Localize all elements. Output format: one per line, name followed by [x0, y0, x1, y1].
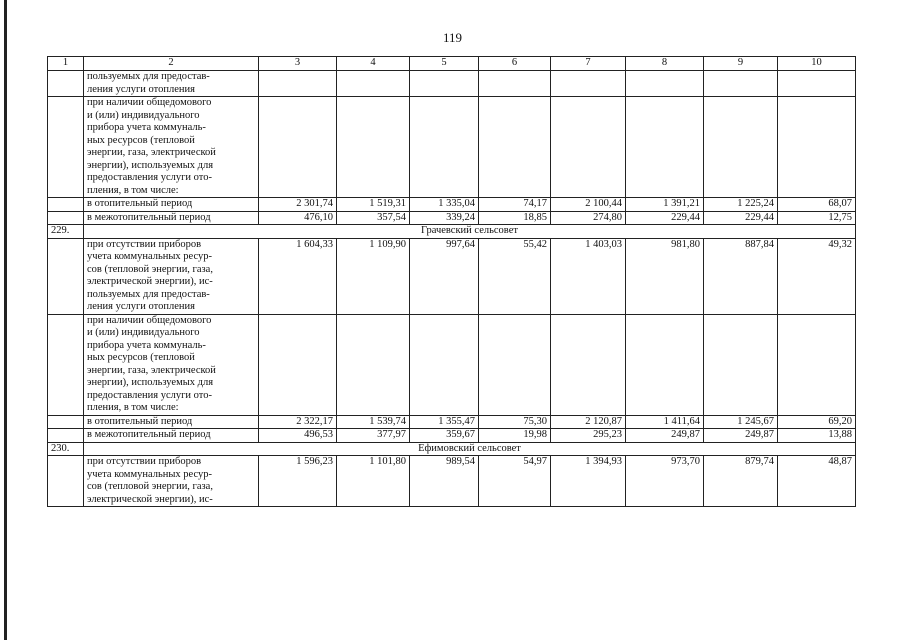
table-row [48, 211, 856, 225]
description-line: ления услуги отопления [87, 83, 195, 95]
description-line: электрической энергии), ис- [87, 493, 213, 505]
value-cell-col-6: 55,42 [479, 238, 551, 314]
description-line: пления, в том числе: [87, 184, 179, 196]
description-line: учета коммунальных ресур- [87, 468, 212, 480]
value-cell-col-8 [626, 314, 704, 415]
row-description [84, 456, 259, 507]
value-cell-col-8: 1 391,21 [626, 198, 704, 212]
description-line: сов (тепловой энергии, газа, [87, 263, 213, 275]
value-cell-col-10: 49,32 [778, 238, 856, 314]
column-number: 1 [48, 57, 84, 71]
column-number: 4 [337, 57, 410, 71]
value-cell-col-9 [704, 97, 778, 198]
value-cell-col-4 [337, 71, 410, 97]
value-cell-col-6 [479, 97, 551, 198]
value-cell-col-6: 18,85 [479, 211, 551, 225]
section-number: 230. [48, 442, 84, 456]
value-cell-col-8: 229,44 [626, 211, 704, 225]
section-header-row [48, 225, 856, 239]
description-line: предоставления услуги ото- [87, 172, 212, 183]
value-cell-col-10: 13,88 [778, 429, 856, 443]
column-number: 9 [704, 57, 778, 71]
description-line: учета коммунальных ресур- [87, 251, 212, 262]
column-number: 5 [410, 57, 479, 71]
value-cell-col-3: 496,53 [259, 429, 337, 443]
value-cell-col-6: 19,98 [479, 429, 551, 443]
section-header-row [48, 442, 856, 456]
value-cell-col-8 [626, 71, 704, 97]
value-cell-col-7: 1 394,93 [551, 456, 626, 507]
row-description [84, 97, 259, 198]
description-line: энергии, газа, электрической [87, 364, 216, 376]
column-number: 6 [479, 57, 551, 71]
row-number-cell [48, 198, 84, 212]
value-cell-col-4: 1 109,90 [337, 238, 410, 314]
value-cell-col-4 [337, 314, 410, 415]
row-description [84, 238, 259, 314]
description-line: ных ресурсов (тепловой [87, 134, 195, 146]
column-number-row [48, 57, 856, 71]
table-row [48, 314, 856, 415]
description-line: прибора учета коммуналь- [87, 122, 206, 133]
value-cell-col-9: 1 245,67 [704, 415, 778, 429]
column-number: 2 [84, 57, 259, 71]
value-cell-col-5: 1 355,47 [410, 415, 479, 429]
description-line: энергии, газа, электрической [87, 147, 216, 158]
row-number-cell [48, 314, 84, 415]
section-title: Ефимовский сельсовет [84, 442, 856, 456]
value-cell-col-5: 997,64 [410, 238, 479, 314]
value-cell-col-4: 1 101,80 [337, 456, 410, 507]
value-cell-col-4 [337, 97, 410, 198]
page-number: 119 [442, 30, 463, 45]
row-number-cell [48, 429, 84, 443]
value-cell-col-5: 989,54 [410, 456, 479, 507]
value-cell-col-5: 339,24 [410, 211, 479, 225]
value-cell-col-10 [778, 71, 856, 97]
value-cell-col-3: 1 596,23 [259, 456, 337, 507]
row-number-cell [48, 456, 84, 507]
row-description: в отопительный период [84, 198, 259, 212]
value-cell-col-10: 12,75 [778, 211, 856, 225]
tariff-table [47, 56, 856, 507]
table-row [48, 97, 856, 198]
table-row [48, 415, 856, 429]
value-cell-col-6: 54,97 [479, 456, 551, 507]
value-cell-col-5 [410, 97, 479, 198]
description-line: энергии), используемых для [87, 159, 214, 171]
value-cell-col-7: 2 100,44 [551, 198, 626, 212]
value-cell-col-9 [704, 71, 778, 97]
section-number: 229. [48, 225, 84, 239]
row-description: в межотопительный период [84, 211, 259, 225]
value-cell-col-10: 48,87 [778, 456, 856, 507]
section-title: Грачевский сельсовет [84, 225, 856, 239]
value-cell-col-3 [259, 314, 337, 415]
value-cell-col-7: 274,80 [551, 211, 626, 225]
description-line: предоставления услуги ото- [87, 389, 212, 401]
value-cell-col-5: 1 335,04 [410, 198, 479, 212]
value-cell-col-10 [778, 314, 856, 415]
value-cell-col-8: 973,70 [626, 456, 704, 507]
value-cell-col-5: 359,67 [410, 429, 479, 443]
value-cell-col-8 [626, 97, 704, 198]
value-cell-col-6 [479, 314, 551, 415]
description-line: и (или) индивидуального [87, 109, 200, 121]
value-cell-col-9: 229,44 [704, 211, 778, 225]
row-number-cell [48, 211, 84, 225]
row-number-cell [48, 415, 84, 429]
row-description [84, 71, 259, 97]
description-line: прибора учета коммуналь- [87, 339, 206, 351]
value-cell-col-6 [479, 71, 551, 97]
table-row [48, 71, 856, 97]
value-cell-col-9 [704, 314, 778, 415]
row-description: в межотопительный период [84, 429, 259, 443]
value-cell-col-5 [410, 71, 479, 97]
column-number: 7 [551, 57, 626, 71]
row-description [84, 314, 259, 415]
description-line: при отсутствии приборов [87, 238, 202, 250]
value-cell-col-3: 2 322,17 [259, 415, 337, 429]
value-cell-col-7 [551, 314, 626, 415]
value-cell-col-7 [551, 97, 626, 198]
value-cell-col-8: 249,87 [626, 429, 704, 443]
row-number-cell [48, 238, 84, 314]
value-cell-col-10: 69,20 [778, 415, 856, 429]
value-cell-col-4: 1 539,74 [337, 415, 410, 429]
row-number-cell [48, 97, 84, 198]
row-description: в отопительный период [84, 415, 259, 429]
description-line: ных ресурсов (тепловой [87, 352, 195, 363]
value-cell-col-3: 2 301,74 [259, 198, 337, 212]
table-row [48, 429, 856, 443]
column-number: 3 [259, 57, 337, 71]
value-cell-col-9: 1 225,24 [704, 198, 778, 212]
value-cell-col-3: 476,10 [259, 211, 337, 225]
value-cell-col-10 [778, 97, 856, 198]
value-cell-col-6: 74,17 [479, 198, 551, 212]
table-row [48, 456, 856, 507]
description-line: электрической энергии), ис- [87, 276, 213, 287]
description-line: при наличии общедомового [87, 314, 212, 326]
value-cell-col-7 [551, 71, 626, 97]
column-number: 8 [626, 57, 704, 71]
value-cell-col-8: 1 411,64 [626, 415, 704, 429]
value-cell-col-7: 1 403,03 [551, 238, 626, 314]
description-line: при наличии общедомового [87, 97, 212, 108]
value-cell-col-4: 377,97 [337, 429, 410, 443]
value-cell-col-3 [259, 97, 337, 198]
value-cell-col-4: 357,54 [337, 211, 410, 225]
description-line: пользуемых для предостав- [87, 288, 210, 300]
description-line: ления услуги отопления [87, 301, 195, 312]
value-cell-col-9: 887,84 [704, 238, 778, 314]
value-cell-col-4: 1 519,31 [337, 198, 410, 212]
value-cell-col-3: 1 604,33 [259, 238, 337, 314]
value-cell-col-9: 879,74 [704, 456, 778, 507]
value-cell-col-9: 249,87 [704, 429, 778, 443]
table-row [48, 238, 856, 314]
description-line: сов (тепловой энергии, газа, [87, 481, 213, 492]
description-line: пления, в том числе: [87, 402, 179, 413]
value-cell-col-3 [259, 71, 337, 97]
value-cell-col-6: 75,30 [479, 415, 551, 429]
value-cell-col-7: 2 120,87 [551, 415, 626, 429]
description-line: и (или) индивидуального [87, 327, 200, 338]
description-line: пользуемых для предостав- [87, 71, 210, 82]
description-line: при отсутствии приборов [87, 456, 202, 467]
column-number: 10 [778, 57, 856, 71]
value-cell-col-8: 981,80 [626, 238, 704, 314]
row-number-cell [48, 71, 84, 97]
description-line: энергии), используемых для [87, 377, 214, 388]
table-row [48, 198, 856, 212]
scan-edge-line [4, 0, 7, 640]
value-cell-col-5 [410, 314, 479, 415]
value-cell-col-10: 68,07 [778, 198, 856, 212]
value-cell-col-7: 295,23 [551, 429, 626, 443]
